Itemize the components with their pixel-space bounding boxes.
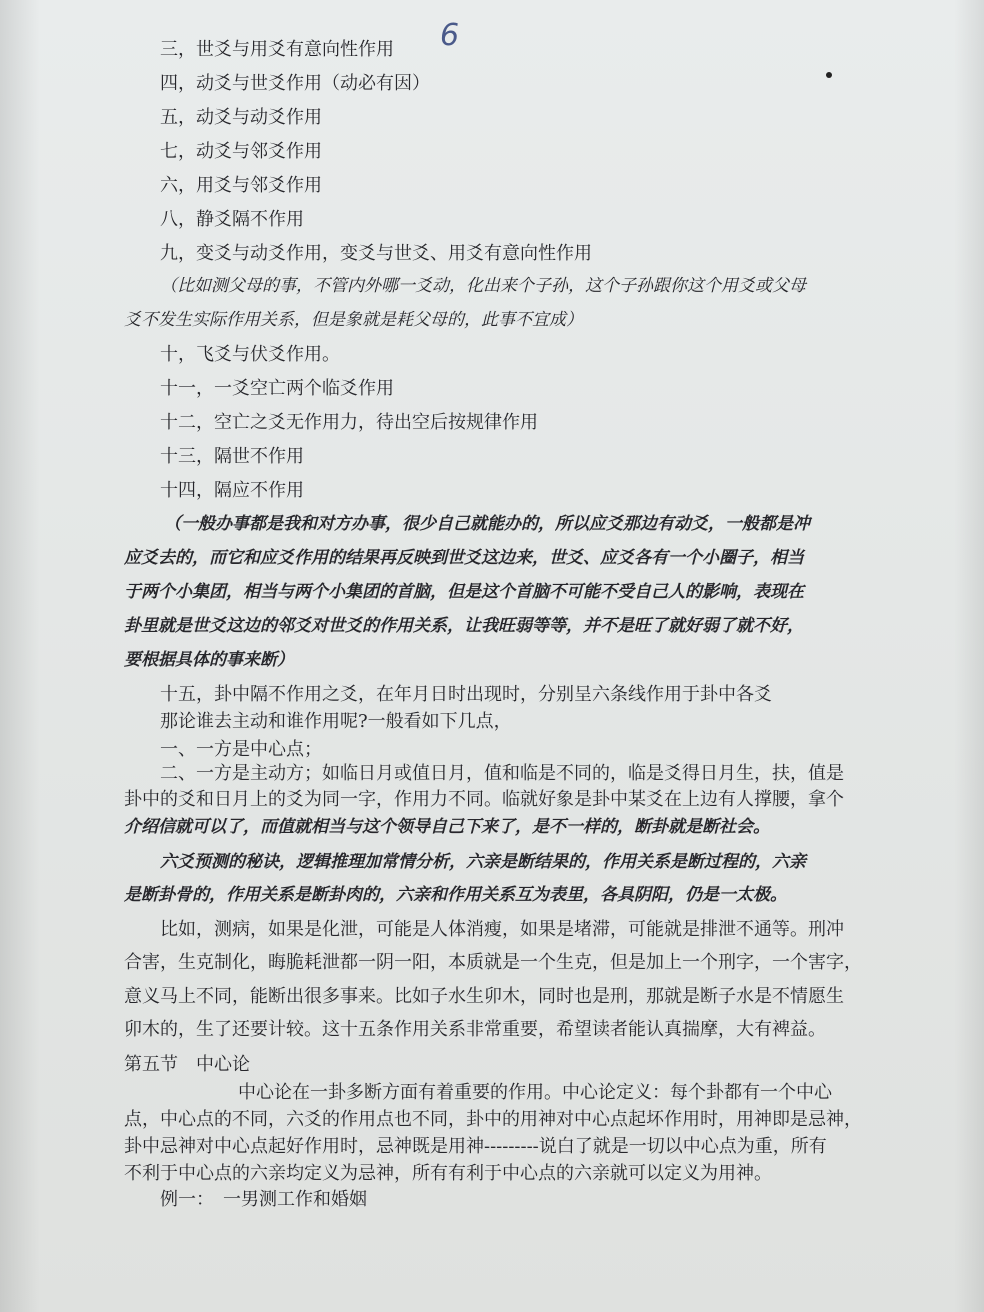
text-line: 卦中忌神对中心点起好作用时，忌神既是用神---------说白了就是一切以中心点为重，所有 [124,1136,827,1157]
text-line: 十一，一爻空亡两个临爻作用 [160,378,394,399]
text-line: 那论谁去主动和谁作用呢?一般看如下几点， [160,711,512,732]
text-line: 于两个小集团，相当与两个小集团的首脑，但是这个首脑不可能不受自己人的影响，表现在 [124,582,804,602]
text-line: 比如，测病，如果是化泄，可能是人体消瘦，如果是堵滞，可能就是排泄不通等。刑冲 [160,919,844,940]
text-line: 中心论在一卦多断方面有着重要的作用。中心论定义：每个卦都有一个中心 [238,1082,832,1103]
text-line: 九，变爻与动爻作用，变爻与世爻、用爻有意向性作用 [160,243,592,264]
text-line: 卦中的爻和日月上的爻为同一字，作用力不同。临就好象是卦中某爻在上边有人撑腰，拿个 [124,789,844,810]
left-edge-shadow [0,0,40,1312]
text-line: 一、一方是中心点； [160,739,322,760]
ink-dot [826,72,832,78]
section-heading: 第五节 中心论 [124,1054,250,1075]
right-edge-shadow [954,0,984,1312]
text-line: 十三，隔世不作用 [160,446,304,467]
text-line: 二、一方是主动方；如临日月或值日月，值和临是不同的，临是爻得日月生，扶，值是 [160,763,844,784]
text-line: 十五，卦中隔不作用之爻，在年月日时出现时，分别呈六条线作用于卦中各爻 [160,684,772,705]
text-line: 要根据具体的事来断） [124,650,294,670]
text-line: 八，静爻隔不作用 [160,209,304,230]
handwritten-page-number: 6 [440,18,460,53]
text-line: 点，中心点的不同，六爻的作用点也不同，卦中的用神对中心点起坏作用时，用神即是忌神， [124,1109,862,1130]
text-line: 不利于中心点的六亲均定义为忌神，所有有利于中心点的六亲就可以定义为用神。 [124,1163,772,1184]
text-line: （一般办事都是我和对方办事，很少自己就能办的，所以应爻那边有动爻，一般都是冲 [164,514,810,534]
text-line: 三，世爻与用爻有意向性作用 [160,39,394,60]
text-line: 六爻预测的秘诀，逻辑推理加常情分析，六亲是断结果的，作用关系是断过程的，六亲 [160,852,806,872]
text-line: 十四，隔应不作用 [160,480,304,501]
text-line: 意义马上不同，能断出很多事来。比如子水生卯木，同时也是刑，那就是断子水是不情愿生 [124,986,844,1007]
text-line: 卦里就是世爻这边的邻爻对世爻的作用关系，让我旺弱等等，并不是旺了就好弱了就不好， [124,616,804,636]
text-line: 是断卦骨的，作用关系是断卦肉的，六亲和作用关系互为表里，各具阴阳，仍是一太极。 [124,885,787,905]
text-line: 卯木的，生了还要计较。这十五条作用关系非常重要，希望读者能认真揣摩，大有裨益。 [124,1019,826,1040]
text-line: 五，动爻与动爻作用 [160,107,322,128]
text-line: 应爻去的，而它和应爻作用的结果再反映到世爻这边来，世爻、应爻各有一个小圈子，相当 [124,548,804,568]
text-line: 例一： 一男测工作和婚姻 [160,1189,367,1210]
text-line: 爻不发生实际作用关系，但是象就是耗父母的，此事不宜成） [124,310,583,330]
text-line: 介绍信就可以了，而值就相当与这个领导自己下来了，是不一样的，断卦就是断社会。 [124,817,770,837]
text-line: 合害，生克制化，晦脆耗泄都一阴一阳，本质就是一个生克，但是加上一个刑字，一个害字， [124,952,862,973]
text-line: （比如测父母的事，不管内外哪一爻动，化出来个子孙，这个子孙跟你这个用爻或父母 [160,276,806,296]
text-line: 十二，空亡之爻无作用力，待出空后按规律作用 [160,412,538,433]
text-line: 六，用爻与邻爻作用 [160,175,322,196]
text-line: 四，动爻与世爻作用（动必有因） [160,73,430,94]
text-line: 七，动爻与邻爻作用 [160,141,322,162]
text-line: 十，飞爻与伏爻作用。 [160,344,340,365]
